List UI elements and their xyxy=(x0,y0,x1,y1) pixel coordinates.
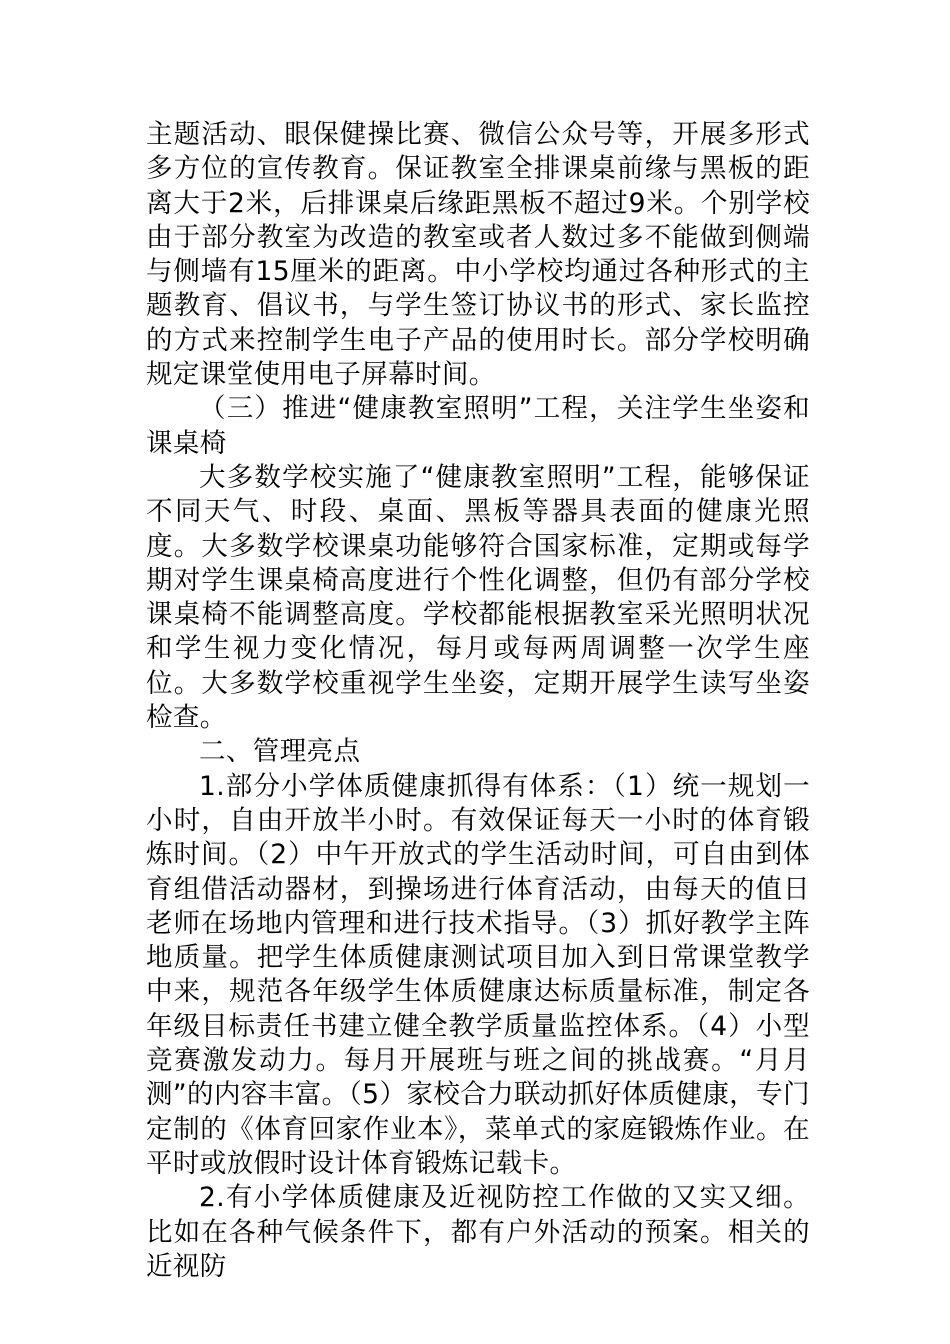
section-heading-healthy-classroom-lighting: （三）推进“健康教室照明”工程，关注学生坐姿和课桌椅 xyxy=(146,393,810,459)
section-heading-management-highlights: 二、管理亮点 xyxy=(199,736,361,768)
paragraph-highlight-1-physical-health-system: 1.部分小学体质健康抓得有体系：（1）统一规划一小时，自由开放半小时。有效保证每天一小时的体育锻炼时间。（2）中午开放式的学生活动时间，可自由到体育组借活动器材，到操场进行体育活动，由每天的值日老师在场地内管理和进行技术指导。（3）抓好教学主阵地质量。把学生体质健康测试项目加入到日常课堂教学中来，规范各年级学生体质健康达标质量标准，制定各年级目标责任书建立健全教学质量监控体系。（4）小型竞赛激发动力。每月开展班与班之间的挑战赛。“月月测”的内容丰富。（5）家校合力联动抓好体质健康，专门定制的《体育回家作业本》，菜单式的家庭锻炼作业。在平时或放假时设计体育锻炼记载卡。 xyxy=(146,770,810,1179)
document-page xyxy=(146,118,810,1284)
paragraph-lighting-and-desks: 大多数学校实施了“健康教室照明”工程，能够保证不同天气、时段、桌面、黑板等器具表面的健康光照度。大多数学校课桌功能够符合国家标准，定期或每学期对学生课桌椅高度进行个性化调整，但仍有部分学校课桌椅不能调整高度。学校都能根据教室采光照明状况和学生视力变化情况，每月或每两周调整一次学生座位。大多数学校重视学生坐姿，定期开展学生读写坐姿检查。 xyxy=(146,461,810,734)
paragraph-publicity-and-desk-distance: 主题活动、眼保健操比赛、微信公众号等，开展多形式多方位的宣传教育。保证教室全排课桌前缘与黑板的距离大于2米，后排课桌后缘距黑板不超过9米。个别学校由于部分教室为改造的教室或者人数过多不能做到侧端与侧墙有15厘米的距离。中小学校均通过各种形式的主题教育、倡议书，与学生签订协议书的形式、家长监控的方式来控制学生电子产品的使用时长。部分学校明确规定课堂使用电子屏幕时间。 xyxy=(146,119,810,391)
paragraph-highlight-2-myopia-prevention: 2.有小学体质健康及近视防控工作做的又实又细。比如在各种气候条件下，都有户外活动的预案。相关的近视防 xyxy=(146,1182,810,1282)
